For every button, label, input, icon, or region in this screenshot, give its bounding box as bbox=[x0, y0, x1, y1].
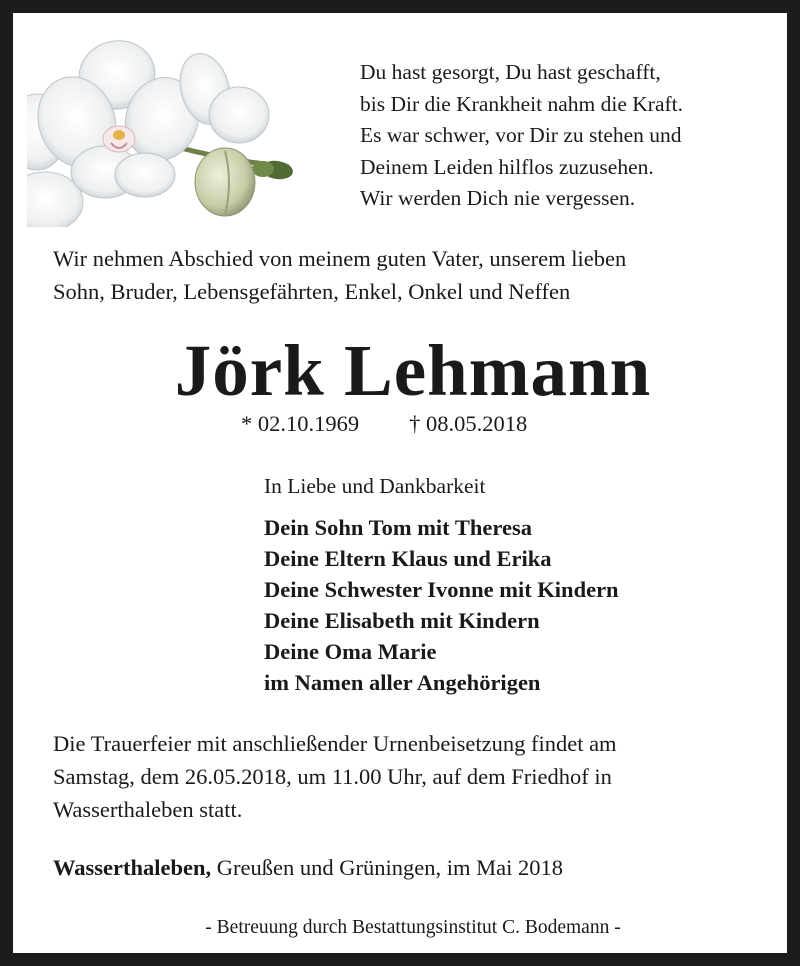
funeral-notice bbox=[53, 727, 793, 826]
mourner-line: Deine Schwester Ivonne mit Kindern bbox=[264, 577, 619, 602]
poem-verse bbox=[360, 57, 800, 215]
thanks-line: In Liebe und Dankbarkeit bbox=[264, 474, 486, 498]
mourner-line: Deine Elisabeth mit Kindern bbox=[264, 608, 540, 633]
poem-line: bis Dir die Krankheit nahm die Kraft. bbox=[360, 91, 684, 116]
orchid-flower-icon bbox=[27, 27, 297, 227]
funeral-line: Wasserthaleben statt. bbox=[53, 797, 243, 822]
place-rest: Greußen und Grüningen, im Mai 2018 bbox=[211, 855, 563, 880]
mourners-list bbox=[264, 512, 619, 698]
intro-line: Wir nehmen Abschied von meinem guten Vater, unserem lieben bbox=[53, 246, 627, 271]
deceased-name: Jörk Lehmann bbox=[174, 330, 652, 411]
place-bold: Wasserthaleben, bbox=[53, 855, 212, 880]
place-date-line bbox=[53, 851, 563, 884]
poem-line: Deinem Leiden hilflos zuzusehen. bbox=[360, 154, 654, 179]
mourner-line: Deine Eltern Klaus und Erika bbox=[264, 546, 552, 571]
poem-line: Du hast gesorgt, Du hast geschafft, bbox=[360, 60, 661, 84]
undertaker-credit: - Betreuung durch Bestattungsinstitut C. Bodemann - bbox=[205, 917, 621, 938]
poem-line: Es war schwer, vor Dir zu stehen und bbox=[360, 123, 682, 147]
death-date: † 08.05.2018 bbox=[409, 411, 528, 436]
funeral-line: Die Trauerfeier mit anschließender Urnenbeisetzung findet am bbox=[53, 731, 617, 756]
mourner-line: Deine Oma Marie bbox=[264, 639, 437, 664]
mourner-line: im Namen aller Angehörigen bbox=[264, 670, 541, 695]
life-dates bbox=[241, 409, 741, 439]
farewell-intro bbox=[53, 242, 793, 308]
poem-line: Wir werden Dich nie vergessen. bbox=[360, 186, 636, 210]
mourner-line: Dein Sohn Tom mit Theresa bbox=[264, 515, 532, 540]
intro-line: Sohn, Bruder, Lebensgefährten, Enkel, Onkel und Neffen bbox=[53, 279, 571, 304]
funeral-line: Samstag, dem 26.05.2018, um 11.00 Uhr, auf dem Friedhof in bbox=[53, 764, 612, 789]
birth-date: * 02.10.1969 bbox=[241, 411, 360, 436]
